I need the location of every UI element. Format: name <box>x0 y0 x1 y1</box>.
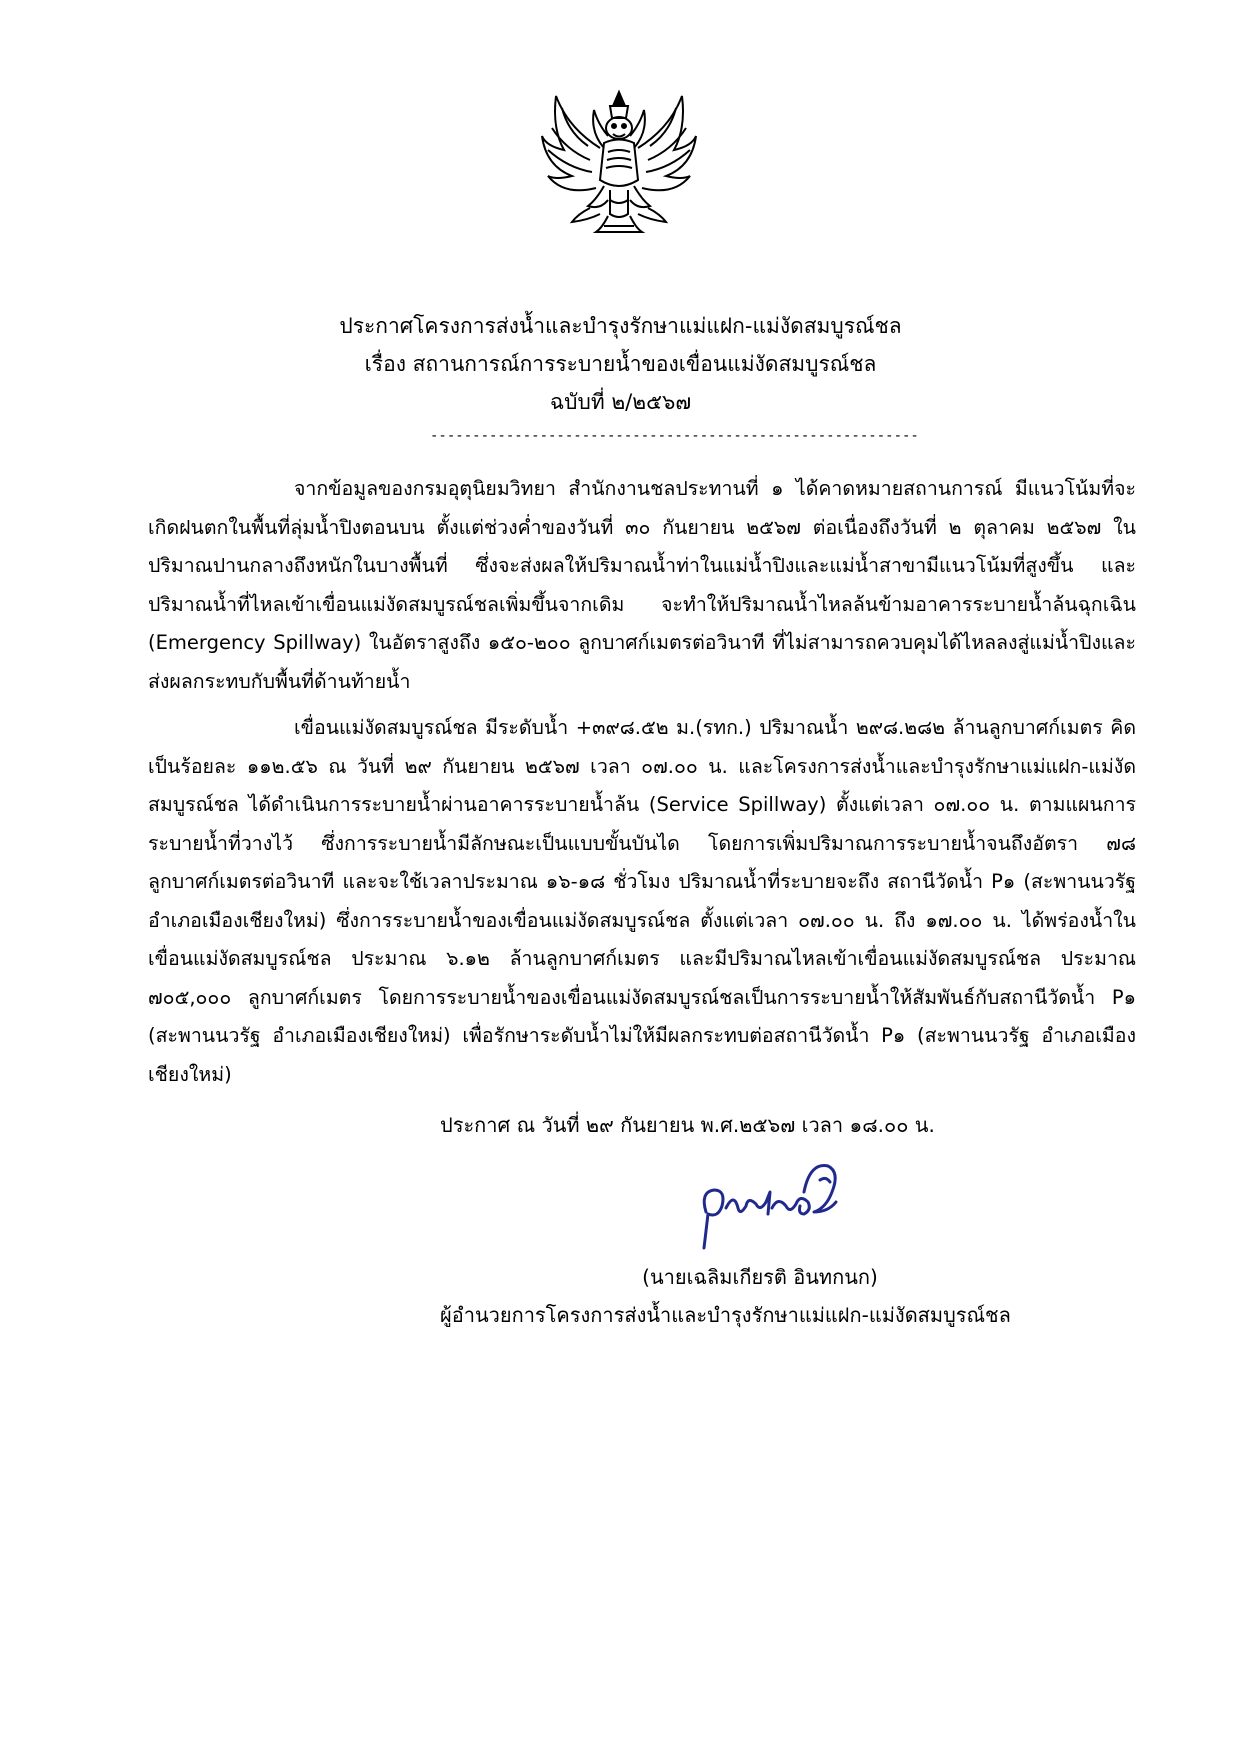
signer-position: ผู้อำนวยการโครงการส่งน้ำและบำรุงรักษาแม่แฝก-แม่งัดสมบูรณ์ชล <box>440 1303 1011 1327</box>
body-paragraph-2: เขื่อนแม่งัดสมบูรณ์ชล มีระดับน้ำ +๓๙๘.๕๒ ม.(รทก.) ปริมาณน้ำ ๒๙๘.๒๘๒ ล้านลูกบาศก์เมตร คิดเป็นร้อยละ ๑๑๒.๕๖ ณ วันที่ ๒๙ กันยายน ๒๕๖๗ เวลา ๐๗.๐๐ น. และโครงการส่งน้ำและบำรุงรักษาแม่แฝก-แม่งัดสมบูรณ์ชล ได้ดำเนินการระบายน้ำผ่านอาคารระบายน้ำล้น (Service Spillway) ตั้งแต่เวลา ๐๗.๐๐ น. ตามแผนการระบายน้ำที่วางไว้ ซึ่งการระบายน้ำมีลักษณะเป็นแบบขั้นบันได โดยการเพิ่มปริมาณการระบายน้ำจนถึงอัตรา ๗๘ ลูกบาศก์เมตรต่อวินาที และจะใช้เวลาประมาณ ๑๖-๑๘ ชั่วโมง ปริมาณน้ำที่ระบายจะถึง สถานีวัดน้ำ P๑ (สะพานนวรัฐ อำเภอเมืองเชียงใหม่) ซึ่งการระบายน้ำของเขื่อนแม่งัดสมบูรณ์ชล ตั้งแต่เวลา ๐๗.๐๐ น. ถึง ๑๗.๐๐ น. ได้พร่องน้ำในเขื่อนแม่งัดสมบูรณ์ชล ประมาณ ๖.๑๒ ล้านลูกบาศก์เมตร และมีปริมาณไหลเข้าเขื่อนแม่งัดสมบูรณ์ชล ประมาณ ๗๐๕,๐๐๐ ลูกบาศก์เมตร โดยการระบายน้ำของเขื่อนแม่งัดสมบูรณ์ชลเป็นการระบายน้ำให้สัมพันธ์กับสถานีวัดน้ำ P๑ (สะพานนวรัฐ อำเภอเมืองเชียงใหม่) เพื่อรักษาระดับน้ำไม่ให้มีผลกระทบต่อสถานีวัดน้ำ P๑ (สะพานนวรัฐ อำเภอเมืองเชียงใหม่) <box>148 716 1136 1086</box>
garuda-emblem-icon <box>538 88 700 236</box>
announcement-subject: เรื่อง สถานการณ์การระบายน้ำของเขื่อนแม่งัดสมบูรณ์ชล <box>364 352 877 376</box>
announcement-date-line: ประกาศ ณ วันที่ ๒๙ กันยายน พ.ศ.๒๕๖๗ เวลา ๑๘.๐๐ น. <box>440 1113 935 1137</box>
signer-name: (นายเฉลิมเกียรติ อินทกนก) <box>642 1265 878 1289</box>
handwritten-signature <box>686 1152 846 1252</box>
announcement-number: ฉบับที่ ๒/๒๕๖๗ <box>549 390 692 414</box>
body-paragraph-1: จากข้อมูลของกรมอุตุนิยมวิทยา สำนักงานชลประทานที่ ๑ ได้คาดหมายสถานการณ์ มีแนวโน้มที่จะเกิดฝนตกในพื้นที่ลุ่มน้ำปิงตอนบน ตั้งแต่ช่วงค่ำของวันที่ ๓๐ กันยายน ๒๕๖๗ ต่อเนื่องถึงวันที่ ๒ ตุลาคม ๒๕๖๗ ในปริมาณปานกลางถึงหนักในบางพื้นที่ ซึ่งจะส่งผลให้ปริมาณน้ำท่าในแม่น้ำปิงและแม่น้ำสาขามีแนวโน้มที่สูงขึ้น และปริมาณน้ำที่ไหลเข้าเขื่อนแม่งัดสมบูรณ์ชลเพิ่มขึ้นจากเดิม จะทำให้ปริมาณน้ำไหลล้นข้ามอาคารระบายน้ำล้นฉุกเฉิน (Emergency Spillway) ในอัตราสูงถึง ๑๕๐-๒๐๐ ลูกบาศก์เมตรต่อวินาที ที่ไม่สามารถควบคุมได้ไหลลงสู่แม่น้ำปิงและส่งผลกระทบกับพื้นที่ด้านท้ายน้ำ <box>148 477 1136 693</box>
title-divider: ---------------------------------------------------------- <box>430 428 919 444</box>
announcement-title: ประกาศโครงการส่งน้ำและบำรุงรักษาแม่แฝก-แม่งัดสมบูรณ์ชล <box>339 314 902 338</box>
